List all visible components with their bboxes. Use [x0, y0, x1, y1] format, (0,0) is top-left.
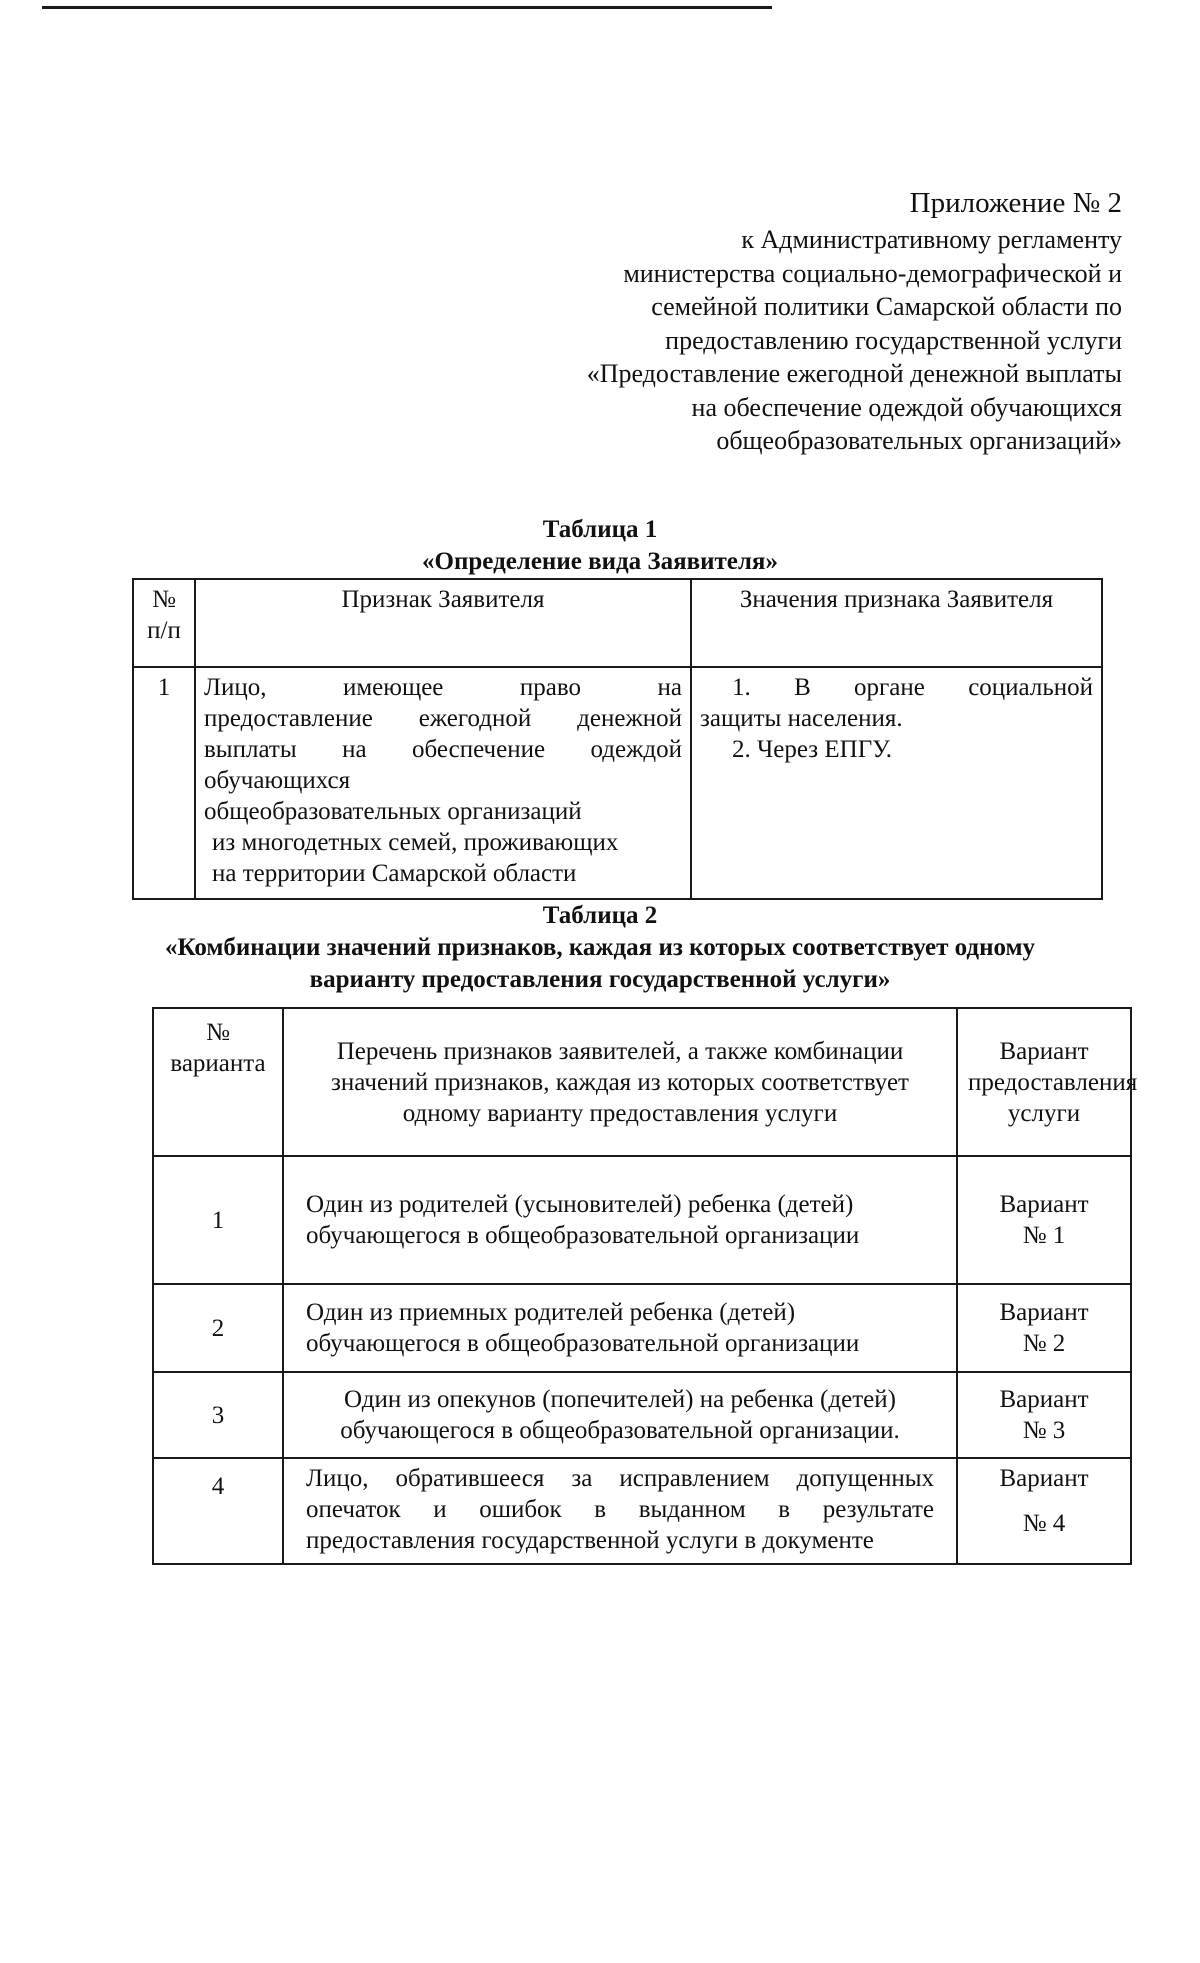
table-row: [133, 667, 1102, 899]
table-row: [153, 1372, 1131, 1458]
appendix-line: общеобразовательных организаций»: [716, 426, 1122, 455]
table2-caption: Таблица 2: [542, 902, 658, 929]
variant-number: № 3: [1022, 1417, 1066, 1444]
appendix-header: [502, 183, 1122, 458]
feature-line: на территории Самарской области: [212, 860, 577, 887]
row-variant: [957, 1284, 1131, 1372]
value-line: защиты населения.: [700, 705, 903, 732]
header-list: Перечень признаков заявителей, а также комбинации значений признаков, каждая из которых соответствует одному варианту предоставления услуги: [283, 1008, 957, 1156]
top-scan-rule: [42, 6, 772, 9]
row-num: 4: [153, 1458, 283, 1564]
feature-line: из многодетных семей, проживающих: [212, 829, 619, 856]
row-values: [691, 667, 1102, 899]
row-text: Один из приемных родителей ребенка (детей) обучающегося в общеобразовательной организации: [283, 1284, 957, 1372]
appendix-line: министерства социально-демографической и: [623, 258, 1122, 288]
feature-line: Лицо, имеющее право на: [204, 674, 682, 701]
row-num: 2: [153, 1284, 283, 1372]
row-num: 3: [153, 1372, 283, 1458]
row-variant: [957, 1156, 1131, 1284]
header-num: № варианта: [153, 1008, 283, 1156]
row-num: 1: [153, 1156, 283, 1284]
appendix-line: к Административному регламенту: [741, 225, 1122, 254]
value-line: 2. Через ЕПГУ.: [732, 736, 893, 763]
row-variant: [957, 1372, 1131, 1458]
table2-subtitle-line: варианту предоставления государственной услуги»: [309, 966, 891, 993]
row-variant: [957, 1458, 1131, 1564]
variant-label: Вариант: [999, 1299, 1089, 1326]
table1-applicant-type: [132, 578, 1103, 900]
table2-subtitle-line: «Комбинации значений признаков, каждая из которых соответствует одному: [164, 934, 1036, 961]
header-num: № п/п: [133, 579, 195, 667]
appendix-line: предоставлению государственной услуги: [665, 325, 1122, 355]
row-text: Один из родителей (усыновителей) ребенка (детей) обучающегося в общеобразовательной организации: [283, 1156, 957, 1284]
table-row: [153, 1458, 1131, 1564]
table-header-row: [153, 1008, 1131, 1156]
variant-label: Вариант: [999, 1386, 1089, 1413]
row-text: Один из опекунов (попечителей) на ребенка (детей) обучающегося в общеобразовательной организации.: [283, 1372, 957, 1458]
row-num: 1: [133, 667, 195, 899]
row-feature: [195, 667, 691, 899]
table-header-row: [133, 579, 1102, 667]
table1-subtitle: «Определение вида Заявителя»: [422, 548, 778, 575]
table2-variant-combinations: [152, 1007, 1138, 1565]
variant-number: № 1: [1022, 1222, 1066, 1249]
variant-number: № 4: [1022, 1510, 1066, 1537]
header-variant: Вариант предоставления услуги: [957, 1008, 1131, 1156]
feature-line: предоставление ежегодной денежной: [204, 705, 682, 732]
header-feature: Признак Заявителя: [195, 579, 691, 667]
value-line: 1. В органе социальной: [732, 674, 1093, 701]
appendix-line: на обеспечение одеждой обучающихся: [691, 392, 1122, 422]
appendix-line: семейной политики Самарской области по: [651, 292, 1122, 321]
table1-caption: Таблица 1: [542, 516, 658, 543]
feature-line: общеобразовательных организаций: [204, 798, 582, 825]
variant-label: Вариант: [999, 1191, 1089, 1218]
row-text: Лицо, обратившееся за исправлением допущенных опечаток и ошибок в выданном в результате предоставления государственной услуги в документе: [283, 1458, 957, 1564]
table-row: [153, 1156, 1131, 1284]
header-values: Значения признака Заявителя: [691, 579, 1102, 667]
feature-line: обучающихся: [204, 767, 351, 794]
feature-line: выплаты на обеспечение одеждой: [204, 736, 682, 763]
appendix-line: «Предоставление ежегодной денежной выплаты: [586, 359, 1122, 388]
variant-label: Вариант: [999, 1465, 1089, 1492]
table-row: [153, 1284, 1131, 1372]
appendix-title: Приложение № 2: [909, 187, 1122, 219]
variant-number: № 2: [1022, 1330, 1066, 1357]
